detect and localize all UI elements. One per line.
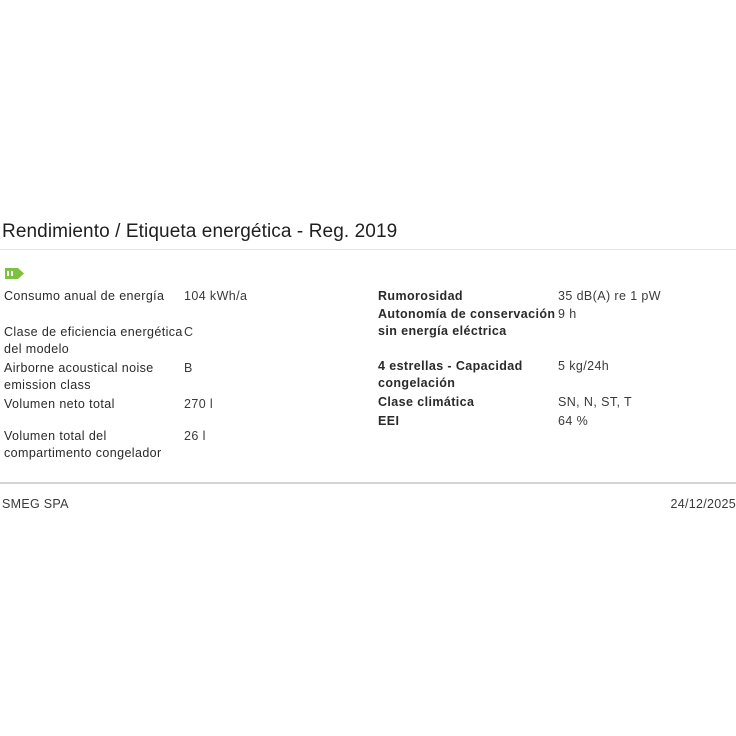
spec-row [378,288,736,304]
spec-row [378,394,736,411]
specs-left-column [4,288,370,463]
footer-divider [0,482,736,484]
spec-value: C [184,325,194,339]
spec-value: 5 kg/24h [558,359,610,373]
spec-value: B [184,361,193,375]
spec-row [378,413,736,430]
spec-label: Consumo anual de energía [4,289,165,303]
footer-company: SMEG SPA [2,497,69,511]
spec-label: Airborne acoustical noise emission class [4,361,154,392]
spec-label: Clase de eficiencia energética del modelo [4,325,183,356]
specs-right-column [378,288,736,432]
spec-value: 26 l [184,429,206,443]
section-title: Rendimiento / Etiqueta energética - Reg. 2019 [2,221,398,242]
spec-row [4,428,370,461]
spec-label: Autonomía de conservación sin energía eléctrica [378,307,556,338]
spec-label: Rumorosidad [378,289,463,303]
spec-row [4,324,370,358]
title-divider [0,249,736,250]
spec-label: Volumen neto total [4,397,115,411]
spec-label: EEI [378,414,400,428]
spec-label: 4 estrellas - Capacidad congelación [378,359,523,390]
spec-value: 9 h [558,307,577,321]
spec-value: 270 l [184,397,214,411]
footer-date: 24/12/2025 [670,497,736,511]
spec-row [4,288,370,322]
spec-row [4,360,370,394]
spec-row [378,358,736,392]
spec-label: Volumen total del compartimento congelador [4,429,162,460]
spec-label: Clase climática [378,395,475,409]
spec-value: 64 % [558,414,589,428]
spec-row [4,396,370,426]
spec-value: 104 kWh/a [184,289,248,303]
spec-row [378,306,736,356]
spec-value: SN, N, ST, T [558,395,633,409]
energy-label-icon [4,267,26,280]
spec-value: 35 dB(A) re 1 pW [558,289,661,303]
